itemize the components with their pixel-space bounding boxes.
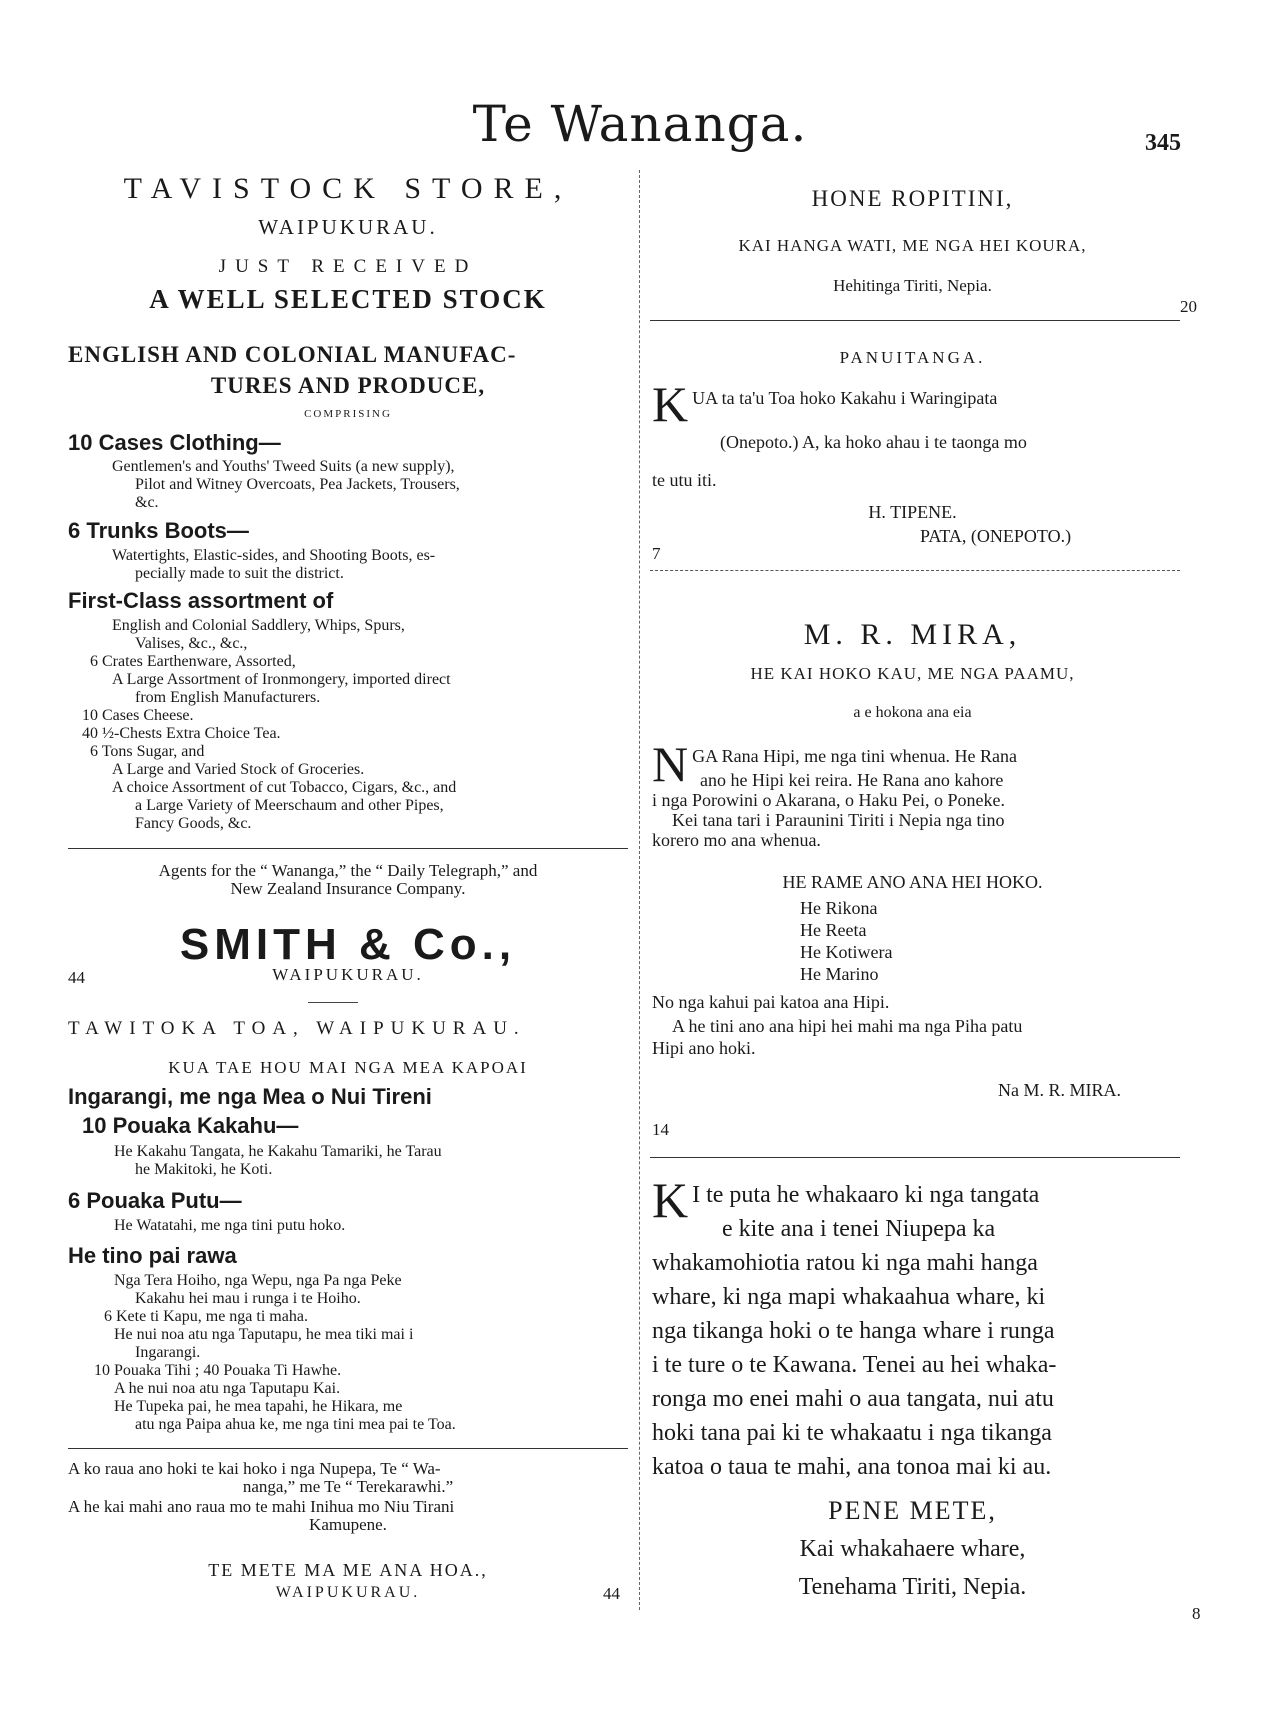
mete-address: Tenehama Tiriti, Nepia. <box>798 1574 1027 1600</box>
panui-line3: te utu iti. <box>652 470 717 490</box>
tera-line1: Nga Tera Hoiho, nga Wepu, nga Pa nga Peke <box>114 1272 402 1289</box>
mete-line3: whakamohiotia ratou ki nga mahi hanga <box>652 1250 1038 1276</box>
sugar: 6 Tons Sugar, and <box>90 743 205 760</box>
panui-signature1: H. TIPENE. <box>868 502 957 522</box>
comprising: COMPRISING <box>304 408 392 420</box>
hone-address: Hehitinga Tiriti, Nepia. <box>833 276 992 295</box>
mete-trade: Kai whakahaere whare, <box>799 1536 1026 1562</box>
mira-name: M. R. MIRA, <box>803 618 1022 651</box>
hone-number: 20 <box>1180 297 1197 316</box>
rule-left-2 <box>68 1448 628 1449</box>
tupeka-line2: atu nga Paipa ahua ke, me nga tini mea pai te Toa. <box>135 1416 456 1433</box>
mira-closing3: Hipi ano hoki. <box>652 1038 756 1058</box>
item-clothing: 10 Cases Clothing— <box>68 430 281 455</box>
saddlery-line2: Valises, &c., &c., <box>135 635 248 652</box>
tera-line2: Kakahu hei mau i runga i te Hoiho. <box>135 1290 361 1307</box>
rame-4: He Marino <box>800 964 879 984</box>
mete-line8: hoki tana pai ki te whakaatu i nga tikanga <box>652 1420 1052 1446</box>
tupeka-line1: He Tupeka pai, he mea tapahi, he Hikara, me <box>114 1398 403 1415</box>
mete-line4: whare, ki nga mapi whakaahua whare, ki <box>652 1284 1046 1310</box>
page-number: 345 <box>1145 130 1181 156</box>
mira-number: 14 <box>652 1120 669 1139</box>
rame-1: He Rikona <box>800 898 878 918</box>
rule-right-2 <box>650 570 1180 571</box>
boots-line2: pecially made to suit the district. <box>135 565 344 582</box>
mete-line6: i te ture o te Kawana. Tenei au hei whaka- <box>652 1352 1057 1378</box>
panui-line1: UA ta ta'u Toa hoko Kakahu i Waringipata <box>692 388 998 408</box>
tavistock-place: WAIPUKURAU. <box>258 215 438 239</box>
mira-closing1: No nga kahui pai katoa ana Hipi. <box>652 992 890 1012</box>
clothing-line2: Pilot and Witney Overcoats, Pea Jackets, Trousers, <box>135 476 460 493</box>
cheese: 10 Cases Cheese. <box>82 707 194 724</box>
putu-line: He Watatahi, me nga tini putu hoko. <box>114 1217 346 1234</box>
tobacco-line1: A choice Assortment of cut Tobacco, Cigars, &c., and <box>112 779 457 796</box>
tea: 40 ½-Chests Extra Choice Tea. <box>82 725 281 742</box>
taputapu-line1: He nui noa atu nga Taputapu, he mea tiki mai i <box>114 1326 414 1343</box>
mete-line2: e kite ana i tenei Niupepa ka <box>722 1216 996 1242</box>
tawitoka-sign-place: WAIPUKURAU. <box>275 1584 421 1601</box>
masthead-title: Te Wananga. <box>472 95 808 153</box>
clothing-line1: Gentlemen's and Youths' Tweed Suits (a new supply), <box>112 458 455 475</box>
rule-right-1 <box>650 320 1180 321</box>
tawitoka-title: TAWITOKA TOA, WAIPUKURAU. <box>68 1018 526 1039</box>
ahe-line2: Kamupene. <box>309 1515 387 1534</box>
mira-closing2: A he tini ano ana hipi hei mahi ma nga Piha patu <box>672 1016 1023 1036</box>
item-first-class: First-Class assortment of <box>68 588 334 613</box>
clothing-line3: &c. <box>135 494 159 511</box>
column-divider <box>639 170 640 1610</box>
smith-number: 44 <box>68 968 85 987</box>
kakahu-line1: He Kakahu Tangata, he Kakahu Tamariki, he Tarau <box>114 1143 442 1160</box>
well-selected: A WELL SELECTED STOCK <box>149 284 547 314</box>
mete-line5: nga tikanga hoki o te hanga whare i runga <box>652 1318 1055 1344</box>
tino-pai: He tino pai rawa <box>68 1243 237 1268</box>
short-rule <box>308 1002 358 1003</box>
rame-2: He Reeta <box>800 920 867 940</box>
mira-sub: a e hokona ana eia <box>853 704 972 721</box>
mira-line2: ano he Hipi kei reira. He Rana ano kahore <box>700 770 1004 790</box>
tobacco-line3: Fancy Goods, &c. <box>135 815 252 832</box>
hone-trade: KAI HANGA WATI, ME NGA HEI KOURA, <box>738 236 1087 255</box>
panui-signature2: PATA, (ONEPOTO.) <box>920 526 1072 546</box>
rule-left-1 <box>68 848 628 849</box>
rame-3: He Kotiwera <box>800 942 893 962</box>
mete-line9: katoa o taua te mahi, ana tonoa mai ki au. <box>652 1454 1052 1480</box>
ahe-line1: A he kai mahi ano raua mo te mahi Inihua mo Niu Tirani <box>68 1497 455 1516</box>
boots-line1: Watertights, Elastic-sides, and Shooting Boots, es- <box>112 547 436 564</box>
mira-drop-cap: N <box>652 736 689 792</box>
tavistock-title: TAVISTOCK STORE, <box>123 172 573 205</box>
rule-right-3 <box>650 1157 1180 1158</box>
kete-line: 6 Kete ti Kapu, me nga ti maha. <box>104 1308 308 1325</box>
ako-line2: nanga,” me Te “ Terekarawhi.” <box>242 1477 454 1496</box>
just-received: JUST RECEIVED <box>218 256 478 277</box>
ingarangi: Ingarangi, me nga Mea o Nui Tireni <box>68 1084 432 1109</box>
item-boots: 6 Trunks Boots— <box>68 518 249 543</box>
earthenware: 6 Crates Earthenware, Assorted, <box>90 653 296 670</box>
mete-line7: ronga mo enei mahi o aua tangata, nui atu <box>652 1386 1054 1412</box>
tobacco-line2: a Large Variety of Meerschaum and other Pipes, <box>135 797 444 814</box>
smith-title: SMITH & Co., <box>179 920 517 969</box>
mete-line1: I te puta he whakaaro ki nga tangata <box>692 1182 1040 1208</box>
kakahu-line2: he Makitoki, he Koti. <box>135 1161 273 1178</box>
saddlery-line1: English and Colonial Saddlery, Whips, Spurs, <box>112 617 405 634</box>
mira-line3: i nga Porowini o Akarana, o Haku Pei, o Poneke. <box>652 790 1005 810</box>
mete-number: 8 <box>1192 1604 1201 1623</box>
kua-tae-hou: KUA TAE HOU MAI NGA MEA KAPOAI <box>168 1058 528 1077</box>
pouaka-putu: 6 Pouaka Putu— <box>68 1188 242 1213</box>
mira-line4: Kei tana tari i Paraunini Tiriti i Nepia nga tino <box>672 810 1005 830</box>
smith-place: WAIPUKURAU. <box>272 965 424 984</box>
ironmongery-line2: from English Manufacturers. <box>135 689 321 706</box>
panui-drop-cap: K <box>652 376 689 432</box>
agents-line1: Agents for the “ Wananga,” the “ Daily Telegraph,” and <box>158 861 538 880</box>
mete-drop-cap: K <box>652 1172 689 1228</box>
mira-signature: Na M. R. MIRA. <box>998 1080 1122 1100</box>
rame-heading: HE RAME ANO ANA HEI HOKO. <box>782 872 1043 892</box>
tures-produce: TURES AND PRODUCE, <box>210 373 486 398</box>
mira-trade: HE KAI HOKO KAU, ME NGA PAAMU, <box>750 664 1075 683</box>
mete-name: PENE METE, <box>828 1496 997 1525</box>
panui-number: 7 <box>652 544 661 563</box>
pouaka-kakahu: 10 Pouaka Kakahu— <box>82 1113 299 1138</box>
tawitoka-signature: TE METE MA ME ANA HOA., <box>208 1560 488 1580</box>
mira-line5: korero mo ana whenua. <box>652 830 821 850</box>
agents-line2: New Zealand Insurance Company. <box>230 879 466 898</box>
panui-heading: PANUITANGA. <box>839 348 986 367</box>
tawitoka-number: 44 <box>603 1584 620 1603</box>
panui-line2: (Onepoto.) A, ka hoko ahau i te taonga mo <box>720 432 1027 452</box>
ako-line1: A ko raua ano hoki te kai hoko i nga Nupepa, Te “ Wa- <box>68 1459 441 1478</box>
kai-line: A he nui noa atu nga Taputapu Kai. <box>114 1380 341 1397</box>
taputapu-line2: Ingarangi. <box>135 1344 201 1361</box>
mira-line1: GA Rana Hipi, me nga tini whenua. He Rana <box>692 746 1018 766</box>
ironmongery-line1: A Large Assortment of Ironmongery, imported direct <box>112 671 451 688</box>
english-colonial: ENGLISH AND COLONIAL MANUFAC- <box>68 342 517 367</box>
hone-name: HONE ROPITINI, <box>811 186 1014 211</box>
groceries: A Large and Varied Stock of Groceries. <box>112 761 365 778</box>
tihi-line: 10 Pouaka Tihi ; 40 Pouaka Ti Hawhe. <box>94 1362 342 1379</box>
